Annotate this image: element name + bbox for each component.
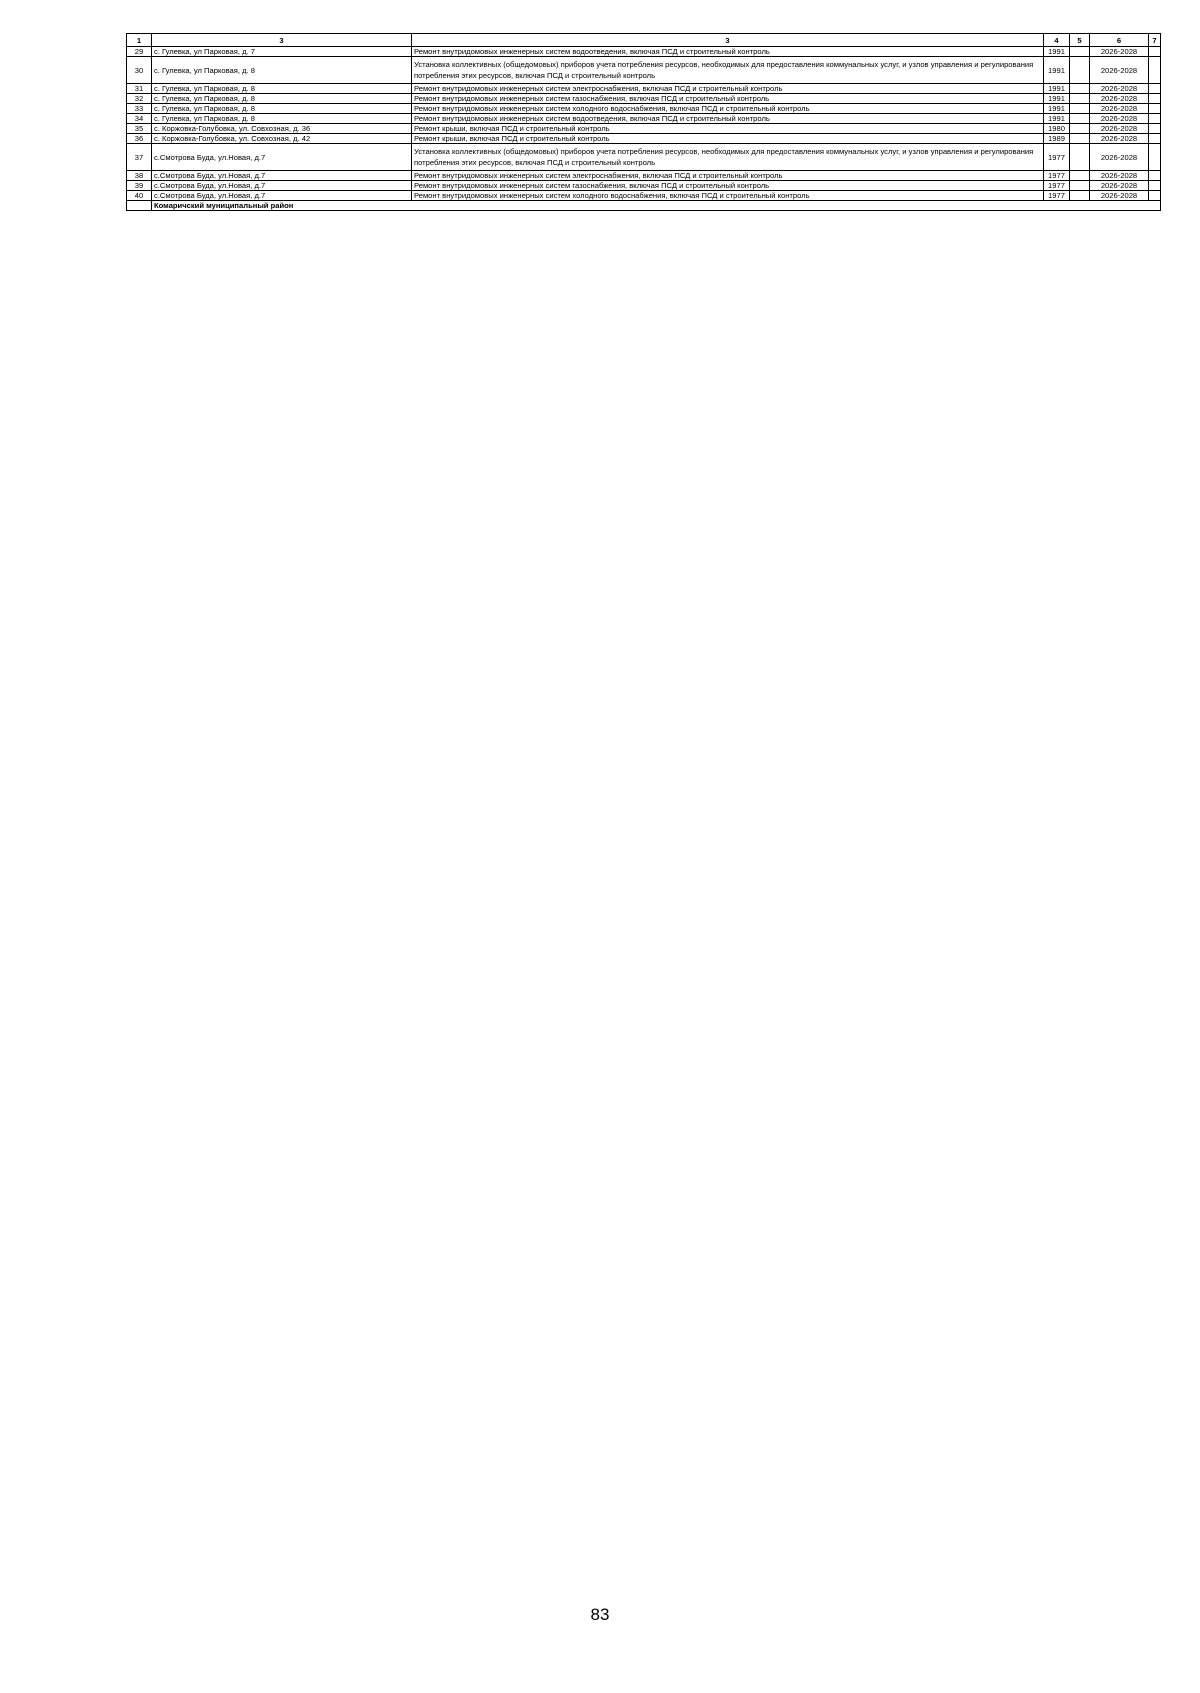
- row-work-type: Ремонт внутридомовых инженерных систем электроснабжения, включая ПСД и строительный контроль: [412, 171, 1044, 181]
- row-period: 2026-2028: [1090, 47, 1149, 57]
- row-year-built: 1977: [1044, 144, 1070, 171]
- table-header-row: [127, 34, 1161, 47]
- row-year-overhaul: [1070, 84, 1090, 94]
- row-period: 2026-2028: [1090, 104, 1149, 114]
- row-year-overhaul: [1070, 47, 1090, 57]
- row-year-built: 1977: [1044, 191, 1070, 201]
- table-row: [127, 47, 1161, 57]
- row-year-built: 1991: [1044, 84, 1070, 94]
- row-number: 37: [127, 144, 152, 171]
- document-sheet: [126, 33, 1160, 211]
- row-year-overhaul: [1070, 144, 1090, 171]
- column-header: 3: [412, 34, 1044, 47]
- row-address: с. Коржовка-Голубовка, ул. Совхозная, д. 36: [152, 124, 412, 134]
- column-header: 1: [127, 34, 152, 47]
- row-period: 2026-2028: [1090, 84, 1149, 94]
- row-number: 39: [127, 181, 152, 191]
- row-address: с. Коржовка-Голубовка, ул. Совхозная, д. 42: [152, 134, 412, 144]
- row-period: 2026-2028: [1090, 134, 1149, 144]
- row-extra: [1149, 191, 1161, 201]
- row-work-type: Ремонт крыши, включая ПСД и строительный контроль: [412, 134, 1044, 144]
- table-body: [127, 34, 1161, 211]
- row-year-overhaul: [1070, 134, 1090, 144]
- table-row: [127, 57, 1161, 84]
- column-header: 4: [1044, 34, 1070, 47]
- table-row: [127, 114, 1161, 124]
- row-number: 38: [127, 171, 152, 181]
- column-header: 3: [152, 34, 412, 47]
- row-work-type: Ремонт крыши, включая ПСД и строительный контроль: [412, 124, 1044, 134]
- row-year-overhaul: [1070, 124, 1090, 134]
- row-year-overhaul: [1070, 57, 1090, 84]
- row-period: 2026-2028: [1090, 191, 1149, 201]
- row-extra: [1149, 124, 1161, 134]
- row-period: 2026-2028: [1090, 57, 1149, 84]
- row-period: 2026-2028: [1090, 124, 1149, 134]
- section-title: Комаричский муниципальный район: [152, 201, 1161, 211]
- row-number: 31: [127, 84, 152, 94]
- row-year-overhaul: [1070, 114, 1090, 124]
- row-extra: [1149, 114, 1161, 124]
- row-period: 2026-2028: [1090, 171, 1149, 181]
- table-row: [127, 171, 1161, 181]
- table-row: [127, 84, 1161, 94]
- row-year-built: 1989: [1044, 134, 1070, 144]
- row-address: с. Гулевка, ул Парковая, д. 8: [152, 104, 412, 114]
- table-row: [127, 144, 1161, 171]
- row-year-built: 1977: [1044, 171, 1070, 181]
- row-year-built: 1991: [1044, 114, 1070, 124]
- row-address: с.Смотрова Буда, ул.Новая, д.7: [152, 181, 412, 191]
- row-work-type: Установка коллективных (общедомовых) приборов учета потребления ресурсов, необходимых для предоставления коммунальных услуг, и узлов управления и регулирования потребления этих ресурсов, включая ПСД и строительный контроль: [412, 57, 1044, 84]
- row-year-built: 1991: [1044, 104, 1070, 114]
- row-extra: [1149, 94, 1161, 104]
- row-number: 29: [127, 47, 152, 57]
- row-number: 40: [127, 191, 152, 201]
- row-year-built: 1991: [1044, 47, 1070, 57]
- row-extra: [1149, 144, 1161, 171]
- row-address: с. Гулевка, ул Парковая, д. 8: [152, 114, 412, 124]
- table-row: [127, 104, 1161, 114]
- row-year-overhaul: [1070, 171, 1090, 181]
- row-extra: [1149, 84, 1161, 94]
- row-address: с.Смотрова Буда, ул.Новая, д.7: [152, 191, 412, 201]
- row-number: 34: [127, 114, 152, 124]
- row-work-type: Ремонт внутридомовых инженерных систем холодного водоснабжения, включая ПСД и строительный контроль: [412, 104, 1044, 114]
- row-work-type: Ремонт внутридомовых инженерных систем водоотведения, включая ПСД и строительный контроль: [412, 47, 1044, 57]
- row-extra: [1149, 47, 1161, 57]
- section-spacer: [127, 201, 152, 211]
- row-year-overhaul: [1070, 104, 1090, 114]
- column-header: 7: [1149, 34, 1161, 47]
- row-extra: [1149, 171, 1161, 181]
- row-period: 2026-2028: [1090, 181, 1149, 191]
- row-period: 2026-2028: [1090, 94, 1149, 104]
- section-row: [127, 201, 1161, 211]
- row-year-overhaul: [1070, 94, 1090, 104]
- table-row: [127, 134, 1161, 144]
- row-extra: [1149, 104, 1161, 114]
- row-year-overhaul: [1070, 181, 1090, 191]
- row-address: с. Гулевка, ул Парковая, д. 8: [152, 57, 412, 84]
- row-year-built: 1977: [1044, 181, 1070, 191]
- row-year-built: 1991: [1044, 57, 1070, 84]
- row-address: с. Гулевка, ул Парковая, д. 7: [152, 47, 412, 57]
- row-extra: [1149, 134, 1161, 144]
- row-work-type: Ремонт внутридомовых инженерных систем водоотведения, включая ПСД и строительный контроль: [412, 114, 1044, 124]
- row-period: 2026-2028: [1090, 144, 1149, 171]
- row-number: 32: [127, 94, 152, 104]
- row-year-overhaul: [1070, 191, 1090, 201]
- column-header: 6: [1090, 34, 1149, 47]
- row-year-built: 1991: [1044, 94, 1070, 104]
- row-period: 2026-2028: [1090, 114, 1149, 124]
- row-work-type: Ремонт внутридомовых инженерных систем газоснабжения, включая ПСД и строительный контроль: [412, 94, 1044, 104]
- page-number: 83: [590, 1605, 610, 1624]
- column-header: 5: [1070, 34, 1090, 47]
- row-work-type: Ремонт внутридомовых инженерных систем электроснабжения, включая ПСД и строительный контроль: [412, 84, 1044, 94]
- table-row: [127, 191, 1161, 201]
- row-year-built: 1980: [1044, 124, 1070, 134]
- row-address: с. Гулевка, ул Парковая, д. 8: [152, 94, 412, 104]
- table-row: [127, 94, 1161, 104]
- row-number: 30: [127, 57, 152, 84]
- row-address: с. Гулевка, ул Парковая, д. 8: [152, 84, 412, 94]
- row-number: 36: [127, 134, 152, 144]
- table-row: [127, 181, 1161, 191]
- row-work-type: Ремонт внутридомовых инженерных систем газоснабжения, включая ПСД и строительный контроль: [412, 181, 1044, 191]
- row-work-type: Ремонт внутридомовых инженерных систем холодного водоснабжения, включая ПСД и строительный контроль: [412, 191, 1044, 201]
- row-number: 35: [127, 124, 152, 134]
- housing-repair-table: [126, 33, 1161, 211]
- row-work-type: Установка коллективных (общедомовых) приборов учета потребления ресурсов, необходимых для предоставления коммунальных услуг, и узлов управления и регулирования потребления этих ресурсов, включая ПСД и строительный контроль: [412, 144, 1044, 171]
- row-number: 33: [127, 104, 152, 114]
- row-address: с.Смотрова Буда, ул.Новая, д.7: [152, 144, 412, 171]
- row-address: с.Смотрова Буда, ул.Новая, д.7: [152, 171, 412, 181]
- row-extra: [1149, 181, 1161, 191]
- table-row: [127, 124, 1161, 134]
- row-extra: [1149, 57, 1161, 84]
